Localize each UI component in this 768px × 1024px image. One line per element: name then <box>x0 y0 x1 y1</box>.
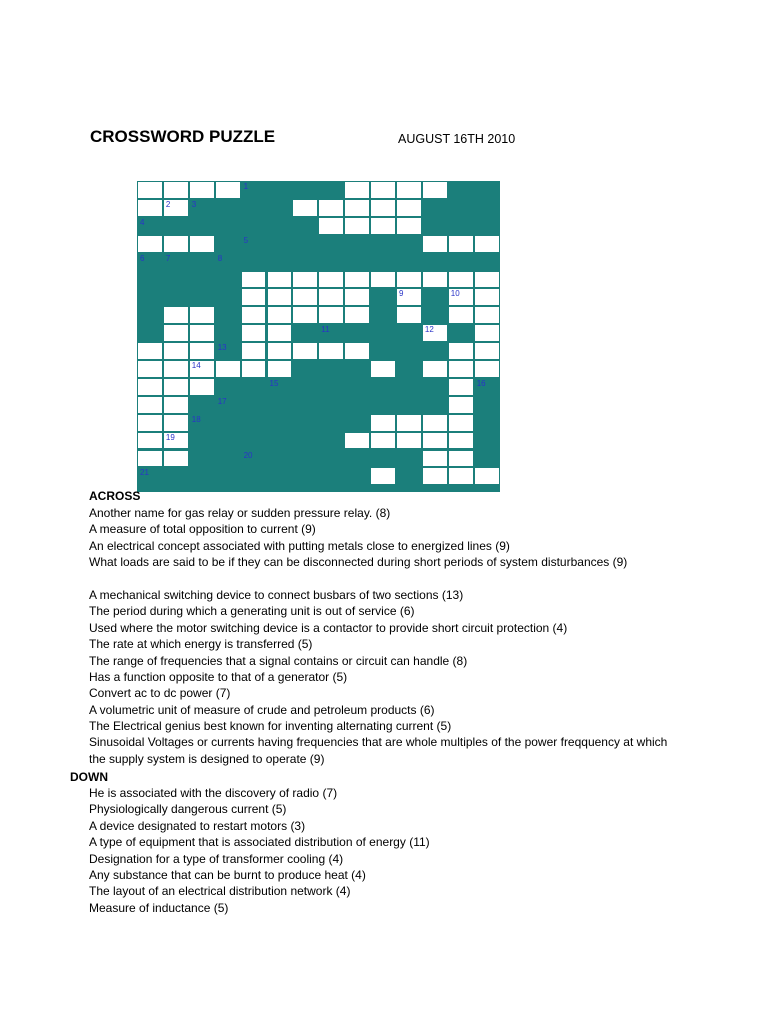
cell-number: 11 <box>321 325 330 335</box>
grid-cell[interactable] <box>344 342 370 360</box>
cell-number: 5 <box>243 235 249 245</box>
grid-cell[interactable] <box>344 271 370 289</box>
grid-cell[interactable] <box>137 378 163 396</box>
grid-cell[interactable] <box>241 324 267 342</box>
grid-cell[interactable] <box>318 288 344 306</box>
puzzle-date: AUGUST 16TH 2010 <box>398 132 516 146</box>
grid-cell[interactable] <box>448 235 474 253</box>
clue-text: Another name for gas relay or sudden pressure relay. (8) <box>89 506 391 520</box>
grid-cell[interactable] <box>267 360 293 378</box>
cell-number: 6 <box>140 253 145 263</box>
grid-cell[interactable] <box>163 324 189 342</box>
grid-cell[interactable] <box>292 306 318 324</box>
grid-cell[interactable] <box>137 432 163 450</box>
grid-cell[interactable] <box>474 467 500 485</box>
clue-text: A type of equipment that is associated distribution of energy (11) <box>89 835 430 850</box>
grid-cell[interactable] <box>318 271 344 289</box>
grid-cell[interactable] <box>241 288 267 306</box>
grid-cell[interactable] <box>137 396 163 414</box>
grid-cell[interactable] <box>241 306 267 324</box>
grid-cell[interactable] <box>163 181 189 199</box>
grid-cell[interactable] <box>474 235 500 253</box>
clue-text: The layout of an electrical distribution network (4) <box>89 884 351 899</box>
cell-number: 10 <box>450 289 460 299</box>
grid-cell[interactable] <box>396 271 422 289</box>
grid-cell[interactable] <box>137 199 163 217</box>
grid-cell[interactable] <box>189 306 215 324</box>
grid-cell[interactable] <box>215 181 241 199</box>
grid-cell[interactable] <box>215 360 241 378</box>
puzzle-title: CROSSWORD PUZZLE <box>90 127 276 146</box>
grid-cell[interactable] <box>318 306 344 324</box>
grid-cell[interactable] <box>448 432 474 450</box>
grid-cell[interactable] <box>448 360 474 378</box>
grid-cell[interactable] <box>292 288 318 306</box>
grid-cell[interactable] <box>370 414 396 432</box>
clue-text: The rate at which energy is transferred (5) <box>89 637 313 652</box>
grid-cell[interactable] <box>448 342 474 360</box>
grid-cell[interactable] <box>474 342 500 360</box>
grid-cell[interactable] <box>318 199 344 217</box>
grid-cell[interactable] <box>189 378 215 396</box>
clue-text: A mechanical switching device to connect busbars of two sections (13) <box>89 587 464 602</box>
grid-cell[interactable] <box>344 288 370 306</box>
grid-cell[interactable] <box>241 271 267 289</box>
grid-cell[interactable] <box>344 432 370 450</box>
grid-cell[interactable] <box>163 342 189 360</box>
cell-number: 3 <box>191 199 197 209</box>
cell-number: 20 <box>243 450 253 460</box>
clue-text: An electrical concept associated with putting metals close to energized lines (9) <box>89 538 510 553</box>
grid-cell[interactable] <box>422 360 448 378</box>
cell-number: 15 <box>269 378 279 388</box>
grid-cell[interactable] <box>137 181 163 199</box>
grid-cell[interactable] <box>318 342 344 360</box>
grid-cell[interactable] <box>137 342 163 360</box>
grid-cell[interactable] <box>292 342 318 360</box>
grid-cell[interactable] <box>344 217 370 235</box>
grid-cell[interactable] <box>163 450 189 468</box>
grid-cell[interactable] <box>370 271 396 289</box>
grid-cell[interactable] <box>396 432 422 450</box>
grid-cell[interactable] <box>370 181 396 199</box>
grid-cell[interactable] <box>370 360 396 378</box>
grid-cell[interactable] <box>267 342 293 360</box>
crossword-grid <box>137 181 500 492</box>
cell-number: 18 <box>191 414 201 424</box>
cell-number: 2 <box>165 199 171 209</box>
grid-cell[interactable] <box>474 324 500 342</box>
grid-cell[interactable] <box>292 199 318 217</box>
grid-cell[interactable] <box>267 306 293 324</box>
grid-cell[interactable] <box>163 235 189 253</box>
grid-cell[interactable] <box>396 181 422 199</box>
grid-cell[interactable] <box>448 467 474 485</box>
clue-text: Physiologically dangerous current (5) <box>89 802 287 817</box>
grid-cell[interactable] <box>370 432 396 450</box>
grid-cell[interactable] <box>189 181 215 199</box>
grid-cell[interactable] <box>292 271 318 289</box>
grid-cell[interactable] <box>474 360 500 378</box>
grid-cell[interactable] <box>448 306 474 324</box>
clue-text: Sinusoidal Voltages or currents having frequencies that are whole multiples of the power freqquency at which the supply system is designed to operate (9) <box>89 735 668 766</box>
grid-cell[interactable] <box>422 414 448 432</box>
grid-cell[interactable] <box>396 199 422 217</box>
grid-cell[interactable] <box>396 414 422 432</box>
grid-cell[interactable] <box>267 324 293 342</box>
grid-cell[interactable] <box>163 360 189 378</box>
grid-cell[interactable] <box>163 306 189 324</box>
cell-number: 4 <box>140 217 145 227</box>
clue-text: Convert ac to dc power (7) <box>89 686 231 701</box>
cell-number: 16 <box>476 378 486 388</box>
clue-text: Designation for a type of transformer cooling (4) <box>89 851 344 866</box>
grid-cell[interactable] <box>344 306 370 324</box>
grid-cell[interactable] <box>137 360 163 378</box>
grid-cell[interactable] <box>344 199 370 217</box>
grid-cell[interactable] <box>318 217 344 235</box>
grid-cell[interactable] <box>448 378 474 396</box>
across-heading: ACROSS <box>89 489 141 503</box>
grid-cell[interactable] <box>474 288 500 306</box>
cell-number: 9 <box>399 289 404 299</box>
grid-cell[interactable] <box>422 271 448 289</box>
grid-cell[interactable] <box>241 360 267 378</box>
grid-cell[interactable] <box>474 306 500 324</box>
grid-cell[interactable] <box>422 181 448 199</box>
grid-cell[interactable] <box>448 450 474 468</box>
grid-cell[interactable] <box>137 414 163 432</box>
grid-cell[interactable] <box>422 432 448 450</box>
grid-cell[interactable] <box>163 414 189 432</box>
grid-cell[interactable] <box>163 396 189 414</box>
grid-cell[interactable] <box>241 342 267 360</box>
grid-cell[interactable] <box>189 324 215 342</box>
cell-number: 12 <box>424 325 434 335</box>
grid-cell[interactable] <box>370 467 396 485</box>
cell-number: 7 <box>165 253 171 263</box>
grid-cell[interactable] <box>267 271 293 289</box>
grid-cell[interactable] <box>137 450 163 468</box>
cell-number: 19 <box>165 432 175 442</box>
grid-cell[interactable] <box>422 235 448 253</box>
grid-cell[interactable] <box>396 306 422 324</box>
clue-text: The period during which a generating unit is out of service (6) <box>89 604 415 619</box>
clue-text: Used where the motor switching device is a contactor to provide short circuit protection (4) <box>89 620 568 635</box>
clue-text: The Electrical genius best known for inventing alternating current (5) <box>89 719 452 734</box>
cell-number: 8 <box>217 253 223 263</box>
cell-number: 21 <box>140 468 149 478</box>
down-heading: DOWN <box>70 770 108 784</box>
grid-cell[interactable] <box>448 414 474 432</box>
grid-cell[interactable] <box>137 235 163 253</box>
clue-text: He is associated with the discovery of radio (7) <box>89 786 338 800</box>
clue-text: The range of frequencies that a signal contains or circuit can handle (8) <box>89 653 468 668</box>
clue-text: Has a function opposite to that of a generator (5) <box>89 669 348 684</box>
clue-text: Measure of inductance (5) <box>89 900 229 915</box>
grid-cell[interactable] <box>422 450 448 468</box>
cell-number: 1 <box>243 182 249 191</box>
grid-cell[interactable] <box>448 396 474 414</box>
clue-text: Any substance that can be burnt to produce heat (4) <box>89 867 366 882</box>
grid-cell[interactable] <box>396 217 422 235</box>
grid-cell[interactable] <box>422 467 448 485</box>
cell-number: 13 <box>217 343 227 353</box>
clue-text: A device designated to restart motors (3) <box>89 818 306 833</box>
grid-cell[interactable] <box>267 288 293 306</box>
grid-cell[interactable] <box>344 181 370 199</box>
clue-text: A measure of total opposition to current (9) <box>89 522 316 537</box>
grid-cell[interactable] <box>448 271 474 289</box>
grid-cell[interactable] <box>370 199 396 217</box>
cell-number: 14 <box>191 361 201 370</box>
clue-text: A volumetric unit of measure of crude and petroleum products (6) <box>89 702 435 717</box>
grid-cell[interactable] <box>474 271 500 289</box>
grid-cell[interactable] <box>370 217 396 235</box>
cell-number: 17 <box>217 396 227 406</box>
grid-cell[interactable] <box>189 342 215 360</box>
clue-text: What loads are said to be if they can be disconnected during short periods of system disturbances (9) <box>89 555 628 570</box>
grid-cell[interactable] <box>189 235 215 253</box>
grid-cell[interactable] <box>163 378 189 396</box>
